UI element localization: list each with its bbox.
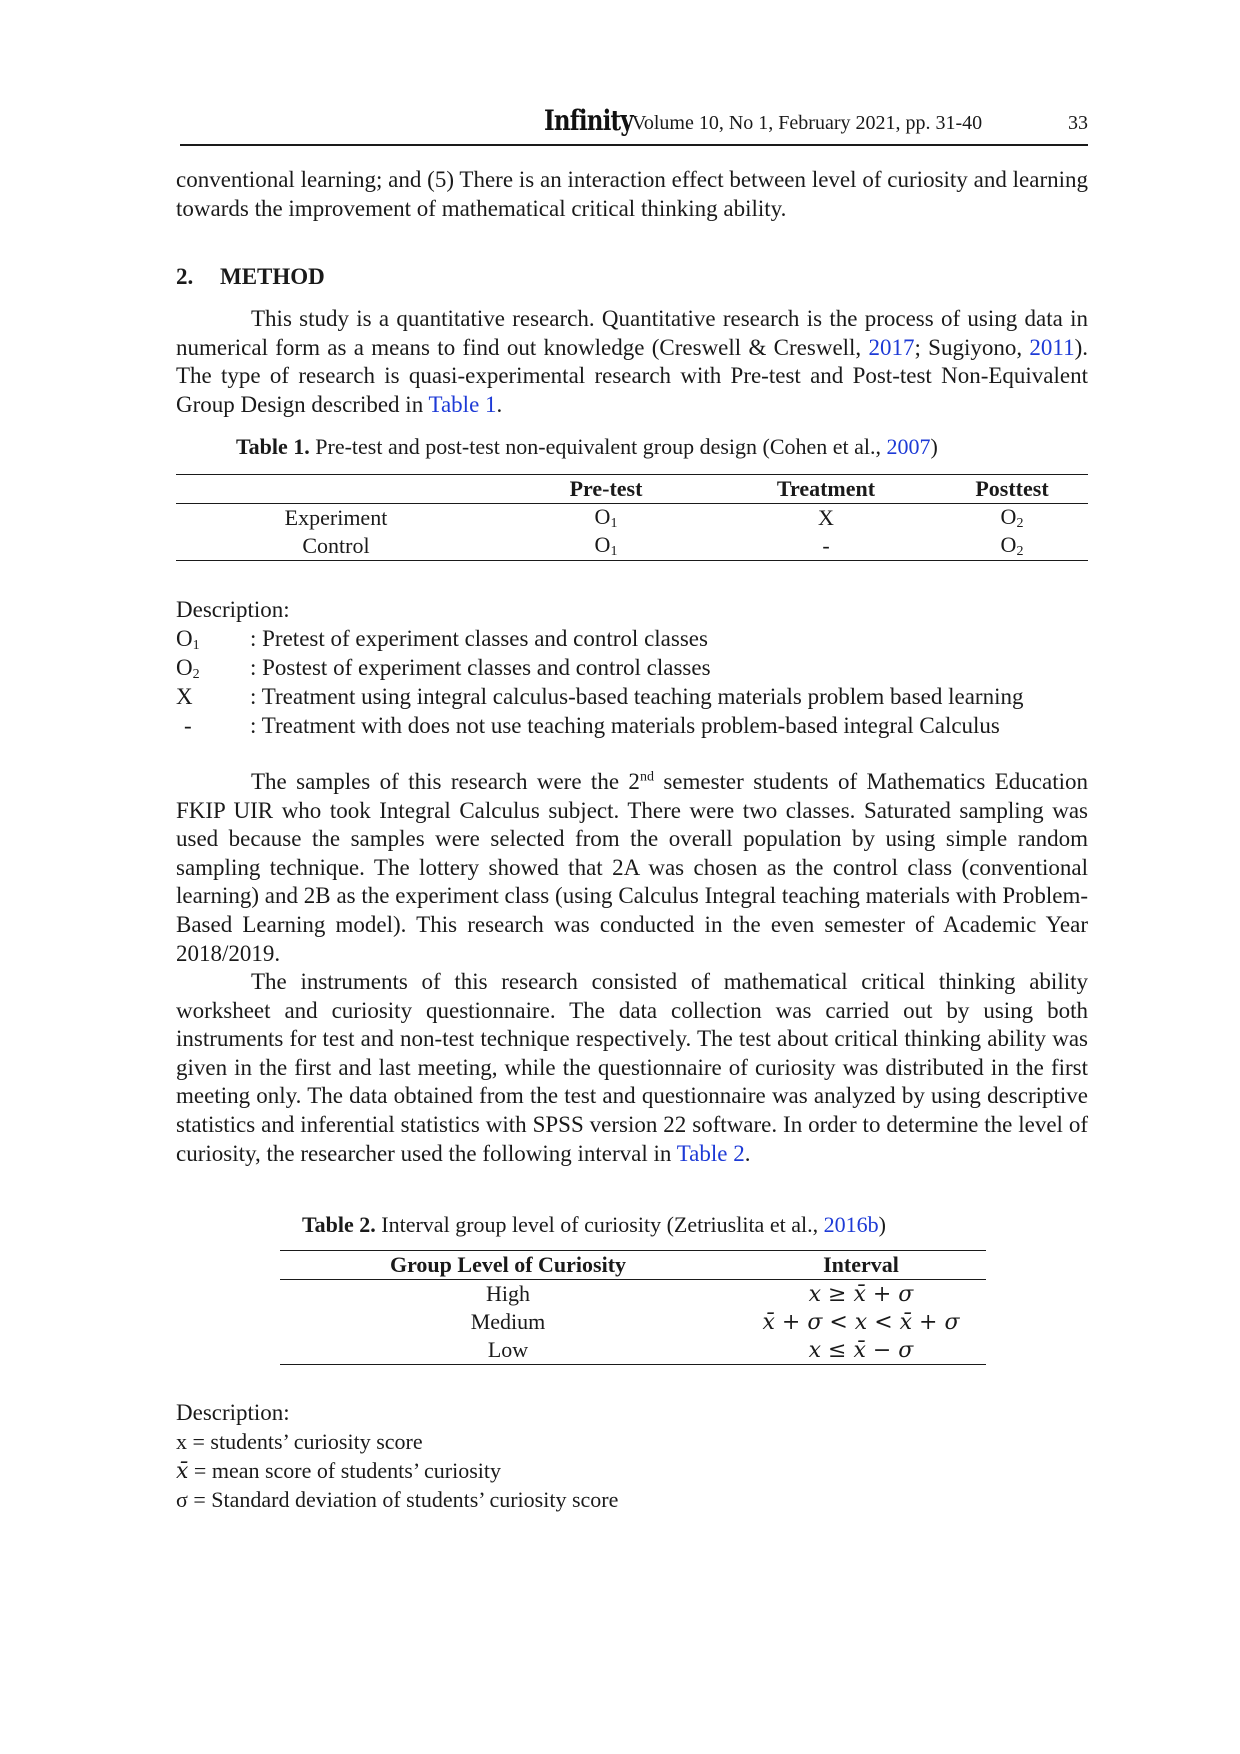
method-paragraph	[176, 305, 1088, 419]
table2-citation-link[interactable]: 2016b	[823, 1212, 879, 1237]
citation-link-2011[interactable]: 2011	[1029, 334, 1075, 360]
table1-header-posttest: Posttest	[936, 475, 1088, 504]
table1-header-pretest: Pre-test	[496, 475, 716, 504]
citation-link-2017[interactable]: 2017	[868, 334, 915, 360]
journal-issue-info: Volume 10, No 1, February 2021, pp. 31-40	[632, 112, 983, 134]
ordinal-superscript: nd	[639, 769, 654, 785]
table1	[176, 474, 1088, 561]
page-number: 33	[1068, 112, 1088, 134]
table1-caption-close: )	[930, 434, 938, 459]
table2-caption	[302, 1212, 886, 1238]
table2-caption-text: Interval group level of curiosity (Zetriuslita et al.,	[381, 1212, 824, 1237]
table2	[280, 1250, 986, 1365]
table1-label: Table 1.	[236, 434, 310, 459]
section-title: METHOD	[220, 264, 325, 289]
table-row	[280, 1280, 986, 1309]
samples-paragraph	[176, 768, 1088, 968]
description-row: - : Treatment with does not use teaching materials problem-based integral Calculus	[184, 713, 1000, 738]
section-number: 2.	[176, 264, 194, 289]
table1-cell-pretest: $O_1$	[496, 532, 716, 561]
table1-cell-treatment: X	[818, 505, 834, 530]
running-header	[180, 104, 1088, 146]
samples-text-1: The samples of this research were the 2	[251, 769, 640, 794]
table2-cell-level: Medium	[470, 1309, 546, 1334]
table2-cell-interval: x̄ + σ < x < x̄ + σ	[762, 1309, 960, 1335]
samples-text-2: semester students of Mathematics Education FKIP UIR who took Integral Calculus subject. There were two classes. Saturated sampling was used because the samples were selected from the overall population by using simple random sampling technique. The lottery showed that 2A was chosen as the control class (conventional learning) and 2B as the experiment class (using Calculus Integral teaching materials with Problem-Based Learning model). This research was conducted in the even semester of Academic Year 2018/2019.	[176, 769, 1088, 966]
table1-cell-group: Experiment	[284, 505, 388, 530]
instruments-text-end: .	[744, 1140, 751, 1166]
table2-cell-interval: x ≤ x̄ − σ	[736, 1336, 986, 1365]
intro-paragraph: conventional learning; and (5) There is an interaction effect between level of curiosity and learning towards the improvement of mathematical critical thinking ability.	[176, 167, 1088, 221]
table-row	[280, 1308, 986, 1336]
table2-cell-interval: x ≥ x̄ + σ	[808, 1281, 914, 1307]
table1-reference-link[interactable]: Table 1	[428, 391, 497, 417]
instruments-text: The instruments of this research consisted of mathematical critical thinking ability worksheet and curiosity questionnaire. The data collection was carried out by using both instruments for test and non-test technique respectively. The test about critical thinking ability was given in the first and last meeting, while the questionnaire of curiosity was distributed in the first meeting only. The data obtained from the test and questionnaire was analyzed by using descriptive statistics and inferential statistics with SPSS version 22 software. In order to determine the level of curiosity, the researcher used the following interval in	[176, 969, 1088, 1166]
table1-caption-text: Pre-test and post-test non-equivalent group design (Cohen et al.,	[315, 434, 887, 459]
table2-header-row	[280, 1251, 986, 1280]
table2-header-level: Group Level of Curiosity	[280, 1251, 736, 1280]
description-row: $O_2$ : Postest of experiment classes and control classes	[176, 655, 711, 682]
section-heading	[176, 264, 325, 290]
legend-line: x = students’ curiosity score	[176, 1429, 423, 1454]
instruments-paragraph	[176, 968, 1088, 1168]
table-row	[176, 532, 1088, 561]
description-title: Description:	[176, 597, 290, 622]
table1-cell-posttest: $O_2$	[936, 532, 1088, 561]
method-text-1: This study is a quantitative research. Quantitative research is the process of using data in numerical form as a means to find out knowledge (Creswell & Creswell,	[176, 306, 1088, 360]
description-row: X : Treatment using integral calculus-based teaching materials problem based learning	[176, 684, 1024, 709]
table1-cell-pretest: $O_1$	[594, 504, 618, 531]
table1-citation-link[interactable]: 2007	[886, 434, 931, 459]
table-row	[280, 1336, 986, 1365]
table2-caption-close: )	[878, 1212, 886, 1237]
journal-logo: Infinity	[544, 104, 633, 137]
table1-header-treatment: Treatment	[716, 475, 936, 504]
method-text-4: .	[496, 391, 503, 417]
table2-cell-level: Low	[280, 1336, 736, 1365]
table1-caption	[236, 434, 938, 460]
table2-cell-level: High	[486, 1281, 530, 1306]
table1-header-row	[176, 475, 1088, 504]
description-row: $O_1$ : Pretest of experiment classes and control classes	[176, 626, 708, 653]
table1-cell-posttest: $O_2$	[1000, 504, 1024, 531]
description-title: Description:	[176, 1400, 290, 1425]
table1-header-empty	[176, 475, 496, 504]
table2-reference-link[interactable]: Table 2	[676, 1140, 745, 1166]
method-text-3: ). The type of research is quasi-experimental research with Pre-test and Post-test Non-Equivalent Group Design described in	[176, 334, 1088, 417]
legend-line: x̄ = mean score of students’ curiosity	[176, 1458, 502, 1484]
table1-cell-treatment: -	[716, 532, 936, 561]
table-row	[176, 504, 1088, 533]
table2-header-interval: Interval	[736, 1251, 986, 1280]
table1-cell-group: Control	[176, 532, 496, 561]
table2-label: Table 2.	[302, 1212, 376, 1237]
method-text-2: ; Sugiyono,	[914, 334, 1030, 360]
legend-line: σ = Standard deviation of students’ curiosity score	[176, 1487, 619, 1512]
